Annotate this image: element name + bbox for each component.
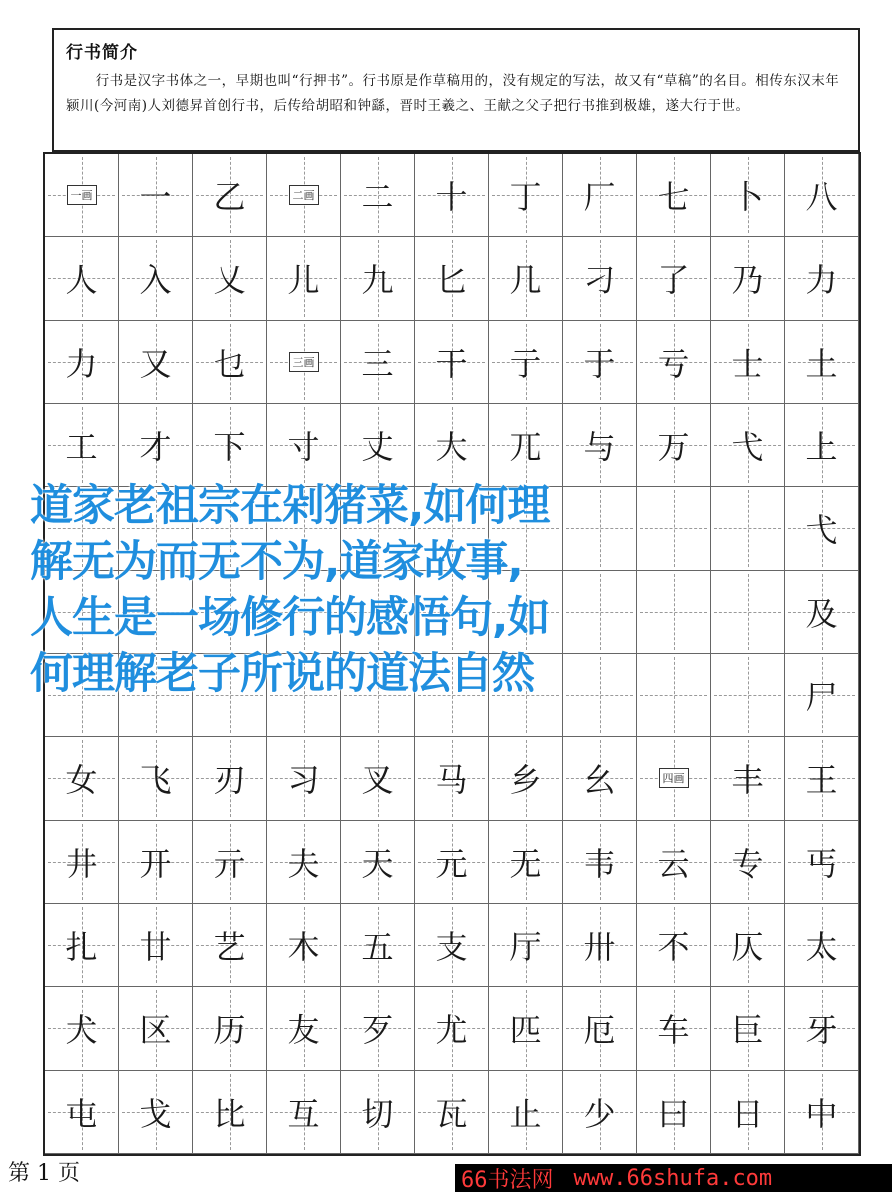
grid-cell — [489, 904, 563, 987]
grid-cell — [415, 904, 489, 987]
grid-cell — [637, 1071, 711, 1154]
intro-box — [52, 28, 860, 152]
grid-cell — [489, 237, 563, 320]
grid-cell — [489, 737, 563, 820]
grid-cell — [711, 237, 785, 320]
grid-cell — [415, 1071, 489, 1154]
grid-cell — [711, 737, 785, 820]
grid-cell — [489, 154, 563, 237]
grid-cell — [119, 904, 193, 987]
grid-cell — [563, 1071, 637, 1154]
headline-line-4: 何理解老子所说的道法自然 — [30, 649, 534, 699]
grid-char: 廿 — [139, 928, 172, 967]
grid-char: 友 — [287, 1011, 320, 1050]
grid-char: 于 — [583, 344, 616, 383]
grid-char: 几 — [509, 261, 542, 300]
grid-cell — [267, 1071, 341, 1154]
grid-char: 木 — [287, 928, 320, 967]
grid-char: 区 — [139, 1011, 172, 1050]
grid-cell — [193, 321, 267, 404]
grid-cell — [193, 154, 267, 237]
grid-char: 丰 — [731, 761, 764, 800]
grid-cell — [563, 821, 637, 904]
grid-char: 开 — [139, 844, 172, 883]
grid-char: 与 — [583, 428, 616, 467]
grid-char: 才 — [139, 428, 172, 467]
grid-cell — [45, 237, 119, 320]
grid-cell — [267, 154, 341, 237]
grid-cell — [785, 737, 859, 820]
grid-char: 扎 — [65, 928, 98, 967]
grid-char: 刁 — [583, 261, 616, 300]
grid-cell — [711, 154, 785, 237]
grid-char: 习 — [287, 761, 320, 800]
grid-char: 一画 — [67, 185, 97, 205]
grid-cell — [193, 821, 267, 904]
grid-char: 历 — [213, 1011, 246, 1050]
grid-cell — [193, 1071, 267, 1154]
grid-cell — [119, 404, 193, 487]
grid-cell — [119, 737, 193, 820]
intro-title: 行书简介 — [66, 43, 138, 63]
grid-char: 支 — [435, 928, 468, 967]
intro-text: 行书是汉字书体之一，早期也叫“行押书”。行书原是作草稿用的，没有规定的写法，故又有“草稿”的名目。相传东汉末年颍川(今河南)人刘德昇首创行书，后传给胡昭和钟繇，晋时王羲之、王献之父子把行书推到极雄，遂大行于世。 — [66, 73, 840, 114]
grid-cell — [45, 737, 119, 820]
grid-cell — [711, 1071, 785, 1154]
grid-cell — [563, 404, 637, 487]
headline-line-2: 解无为而无不为,道家故事, — [30, 537, 523, 587]
grid-cell — [637, 404, 711, 487]
grid-char: 乡 — [509, 761, 542, 800]
grid-cell — [267, 237, 341, 320]
grid-cell — [267, 737, 341, 820]
grid-cell — [341, 904, 415, 987]
grid-char: 夫 — [287, 844, 320, 883]
grid-char: 一 — [139, 178, 172, 217]
grid-char: 巨 — [731, 1011, 764, 1050]
grid-cell — [563, 737, 637, 820]
grid-char: 万 — [657, 428, 690, 467]
grid-cell — [785, 821, 859, 904]
headline-line-1: 道家老祖宗在剁猪菜,如何理 — [30, 481, 550, 531]
grid-char: 上 — [805, 428, 838, 467]
grid-cell — [415, 987, 489, 1070]
grid-char: 厂 — [583, 178, 616, 217]
grid-cell — [415, 321, 489, 404]
grid-cell — [45, 404, 119, 487]
grid-char: 大 — [435, 428, 468, 467]
grid-char: 士 — [731, 344, 764, 383]
grid-char: 叉 — [361, 761, 394, 800]
grid-char: 互 — [287, 1094, 320, 1133]
grid-char: 幺 — [583, 761, 616, 800]
grid-cell — [45, 987, 119, 1070]
grid-char: 不 — [657, 928, 690, 967]
grid-char: 元 — [435, 844, 468, 883]
grid-cell — [563, 154, 637, 237]
grid-cell — [45, 904, 119, 987]
grid-char: 屯 — [65, 1094, 98, 1133]
grid-char: 厅 — [509, 928, 542, 967]
grid-char: 十 — [435, 178, 468, 217]
grid-char: 女 — [65, 761, 98, 800]
grid-char: 韦 — [583, 844, 616, 883]
grid-cell — [119, 987, 193, 1070]
grid-char: 兀 — [509, 428, 542, 467]
grid-cell — [563, 904, 637, 987]
grid-char: 亓 — [213, 844, 246, 883]
page-number: 第 1 页 — [8, 1161, 80, 1186]
grid-cell — [563, 987, 637, 1070]
grid-cell — [415, 237, 489, 320]
grid-cell — [193, 737, 267, 820]
grid-char: 卜 — [731, 178, 764, 217]
grid-char: 又 — [139, 344, 172, 383]
grid-char: 厄 — [583, 1011, 616, 1050]
headline-line-3: 人生是一场修行的感悟句,如 — [30, 593, 550, 643]
headline-overlay — [30, 478, 850, 702]
grid-cell — [45, 154, 119, 237]
grid-cell — [637, 154, 711, 237]
grid-char: 人 — [65, 261, 98, 300]
grid-cell — [785, 154, 859, 237]
grid-cell — [711, 321, 785, 404]
grid-cell — [415, 154, 489, 237]
grid-char: 太 — [805, 928, 838, 967]
grid-char: 七 — [657, 178, 690, 217]
grid-cell — [785, 404, 859, 487]
grid-char: 止 — [509, 1094, 542, 1133]
grid-char: 匕 — [435, 261, 468, 300]
grid-char: 丈 — [361, 428, 394, 467]
grid-char: 中 — [805, 1094, 838, 1133]
grid-cell — [45, 1071, 119, 1154]
grid-cell — [637, 904, 711, 987]
grid-char: 卅 — [583, 928, 616, 967]
grid-cell — [489, 1071, 563, 1154]
grid-cell — [341, 821, 415, 904]
grid-char: 亍 — [509, 344, 542, 383]
grid-char: 少 — [583, 1094, 616, 1133]
grid-cell — [785, 904, 859, 987]
grid-char: 马 — [435, 761, 468, 800]
grid-cell — [785, 321, 859, 404]
grid-cell — [267, 404, 341, 487]
grid-char: 三 — [361, 344, 394, 383]
grid-char: 二 — [361, 178, 394, 217]
grid-char: 四画 — [659, 768, 689, 788]
grid-char: 仄 — [731, 928, 764, 967]
grid-cell — [341, 1071, 415, 1154]
grid-cell — [489, 404, 563, 487]
grid-cell — [489, 987, 563, 1070]
grid-cell — [415, 404, 489, 487]
watermark — [455, 1164, 892, 1192]
grid-char: 儿 — [287, 261, 320, 300]
grid-cell — [711, 404, 785, 487]
grid-char: 飞 — [139, 761, 172, 800]
grid-char: 无 — [509, 844, 542, 883]
grid-cell — [785, 1071, 859, 1154]
grid-char: 曰 — [657, 1094, 690, 1133]
grid-char: 丐 — [805, 844, 838, 883]
grid-char: 刃 — [213, 761, 246, 800]
grid-cell — [637, 987, 711, 1070]
grid-char: 歹 — [361, 1011, 394, 1050]
grid-cell — [119, 237, 193, 320]
grid-char: 专 — [731, 844, 764, 883]
grid-char: 干 — [435, 344, 468, 383]
grid-cell — [637, 321, 711, 404]
grid-cell — [119, 1071, 193, 1154]
grid-char: 匹 — [509, 1011, 542, 1050]
grid-char: 车 — [657, 1011, 690, 1050]
grid-cell — [415, 737, 489, 820]
grid-cell — [415, 821, 489, 904]
grid-cell — [637, 737, 711, 820]
grid-cell — [341, 154, 415, 237]
grid-char: 弋 — [731, 428, 764, 467]
grid-cell — [267, 987, 341, 1070]
grid-cell — [193, 904, 267, 987]
grid-char: 了 — [657, 261, 690, 300]
grid-char: 二画 — [289, 185, 319, 205]
grid-cell — [341, 404, 415, 487]
grid-char: 切 — [361, 1094, 394, 1133]
grid-cell — [341, 737, 415, 820]
grid-cell — [563, 321, 637, 404]
grid-cell — [711, 904, 785, 987]
grid-char: 艺 — [213, 928, 246, 967]
grid-cell — [489, 321, 563, 404]
grid-char: 土 — [805, 344, 838, 383]
grid-cell — [193, 987, 267, 1070]
grid-char: 三画 — [289, 352, 319, 372]
grid-char: 乜 — [213, 344, 246, 383]
watermark-url: www.66shufa.com — [573, 1165, 773, 1191]
grid-char: 力 — [65, 344, 98, 383]
grid-char: 犬 — [65, 1011, 98, 1050]
grid-cell — [45, 321, 119, 404]
grid-cell — [637, 821, 711, 904]
grid-cell — [193, 404, 267, 487]
grid-char: 乃 — [731, 261, 764, 300]
grid-cell — [637, 237, 711, 320]
grid-cell — [341, 321, 415, 404]
grid-cell — [119, 321, 193, 404]
grid-char: 瓦 — [435, 1094, 468, 1133]
grid-char: 天 — [361, 844, 394, 883]
grid-cell — [711, 987, 785, 1070]
grid-char: 日 — [731, 1094, 764, 1133]
grid-cell — [489, 821, 563, 904]
grid-cell — [711, 821, 785, 904]
grid-char: 下 — [213, 428, 246, 467]
grid-char: 尸 — [805, 678, 838, 717]
grid-char: 丁 — [509, 178, 542, 217]
grid-cell — [193, 237, 267, 320]
grid-char: 乂 — [213, 261, 246, 300]
grid-char: 工 — [65, 428, 98, 467]
grid-char: 五 — [361, 928, 394, 967]
grid-char: 比 — [213, 1094, 246, 1133]
grid-cell — [267, 321, 341, 404]
grid-cell — [119, 821, 193, 904]
grid-cell — [267, 821, 341, 904]
grid-cell — [341, 237, 415, 320]
grid-char: 牙 — [805, 1011, 838, 1050]
grid-char: 力 — [805, 261, 838, 300]
grid-cell — [45, 821, 119, 904]
grid-char: 入 — [139, 261, 172, 300]
grid-cell — [341, 987, 415, 1070]
grid-char: 尤 — [435, 1011, 468, 1050]
grid-char: 王 — [805, 761, 838, 800]
grid-cell — [119, 154, 193, 237]
grid-char: 寸 — [287, 428, 320, 467]
grid-char: 亏 — [657, 344, 690, 383]
grid-char: 及 — [805, 594, 838, 633]
grid-char: 弋 — [805, 511, 838, 550]
grid-char: 井 — [65, 844, 98, 883]
grid-cell — [785, 237, 859, 320]
grid-char: 八 — [805, 178, 838, 217]
grid-cell — [563, 237, 637, 320]
grid-cell — [785, 987, 859, 1070]
grid-char: 戈 — [139, 1094, 172, 1133]
grid-char: 乙 — [213, 178, 246, 217]
grid-cell — [267, 904, 341, 987]
watermark-name: 66书法网 — [461, 1167, 554, 1193]
grid-char: 云 — [657, 844, 690, 883]
grid-char: 九 — [361, 261, 394, 300]
